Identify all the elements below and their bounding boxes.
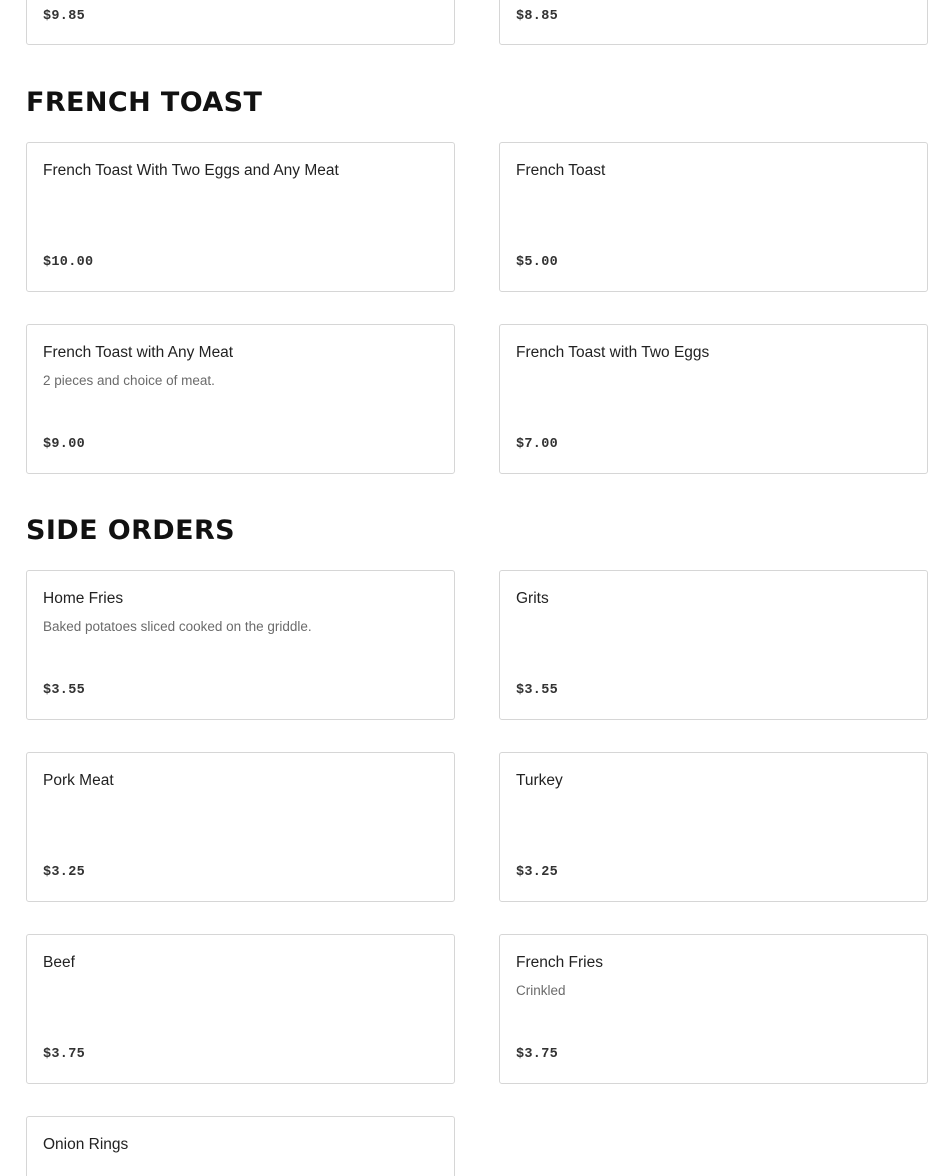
item-name: French Toast With Two Eggs and Any Meat: [43, 162, 339, 179]
item-price: $5.00: [516, 255, 559, 270]
item-price: $7.00: [516, 437, 559, 452]
menu-item-card[interactable]: [499, 142, 928, 292]
item-name: Pork Meat: [43, 772, 114, 789]
menu-item-card[interactable]: [499, 934, 928, 1084]
item-price: $3.25: [516, 865, 559, 880]
item-name: French Toast with Any Meat: [43, 344, 234, 361]
section-title-french-toast: FRENCH TOAST: [26, 87, 263, 118]
item-price: $3.75: [43, 1047, 86, 1062]
item-name: Beef: [43, 954, 75, 971]
item-name: Turkey: [516, 772, 563, 789]
section-title-side-orders: SIDE ORDERS: [26, 515, 235, 546]
menu-item-card[interactable]: [26, 752, 455, 902]
menu-item-card[interactable]: [499, 570, 928, 720]
menu-item-card[interactable]: [499, 0, 928, 45]
item-description: Crinkled: [516, 983, 566, 998]
menu-item-card[interactable]: [499, 324, 928, 474]
item-description: 2 pieces and choice of meat.: [43, 373, 215, 388]
item-name: French Fries: [516, 954, 603, 971]
item-name: French Toast with Two Eggs: [516, 344, 710, 361]
item-description: Baked potatoes sliced cooked on the griddle.: [43, 619, 312, 634]
item-name: Onion Rings: [43, 1136, 129, 1153]
item-name: Home Fries: [43, 590, 124, 607]
item-price: $3.55: [43, 683, 86, 698]
menu-item-card[interactable]: [26, 0, 455, 45]
item-price: $8.85: [516, 9, 559, 24]
item-price: $9.00: [43, 437, 86, 452]
menu-item-card[interactable]: [26, 570, 455, 720]
item-price: $10.00: [43, 255, 94, 270]
menu-item-card[interactable]: [26, 1116, 455, 1176]
item-name: Grits: [516, 590, 549, 607]
menu-item-card[interactable]: [499, 752, 928, 902]
item-price: $3.75: [516, 1047, 559, 1062]
item-price: $9.85: [43, 9, 86, 24]
menu-item-card[interactable]: [26, 934, 455, 1084]
menu-item-card[interactable]: [26, 142, 455, 292]
item-price: $3.55: [516, 683, 559, 698]
menu-item-card[interactable]: [26, 324, 455, 474]
item-name: French Toast: [516, 162, 606, 179]
item-price: $3.25: [43, 865, 86, 880]
